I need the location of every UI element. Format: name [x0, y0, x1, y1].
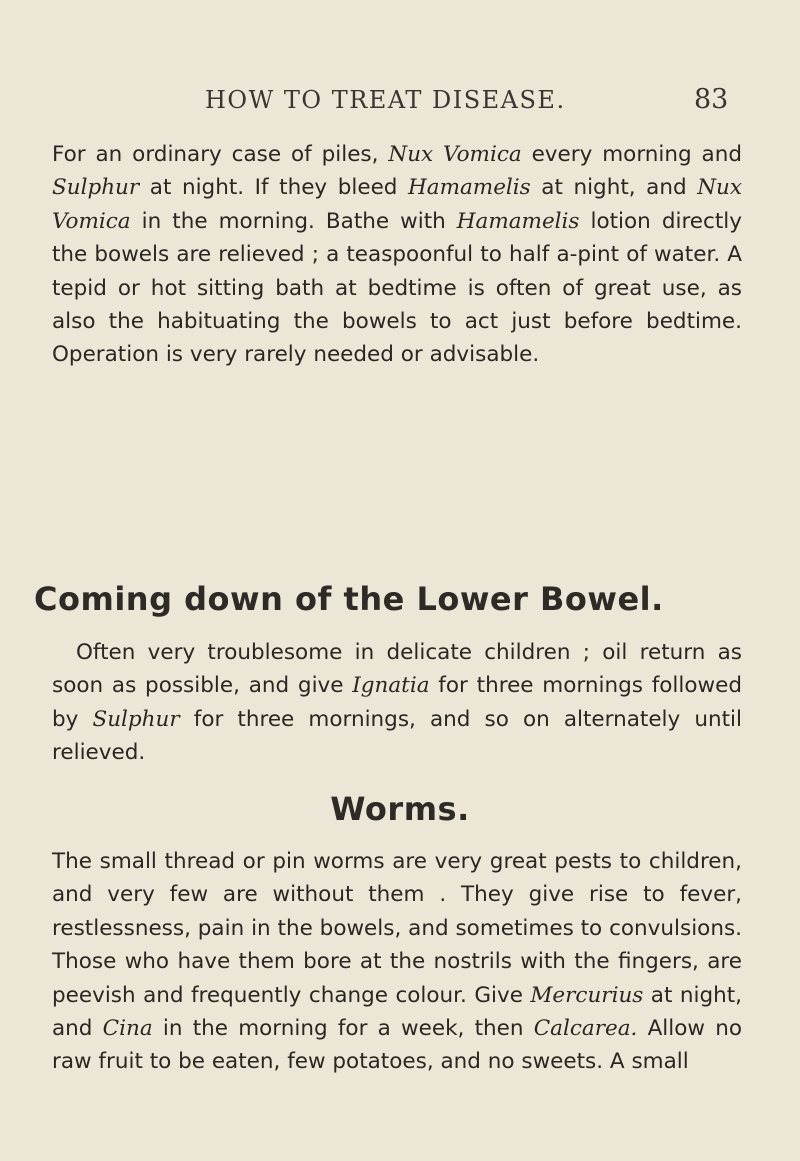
section-heading: Worms.: [330, 790, 470, 828]
paragraph-piles: For an ordinary case of piles, Nux Vomica every morning and Sulphur at night. If they bleed Hamamelis at night, and Nux Vomica in the morning. Bathe with Hamamelis lotion directly the bowels are relieved ; a teaspoonful to half a-pint of water. A tepid or hot sitting bath at bedtime is often of great use, as also the habituating the bowels to act just before bedtime. Operation is very rarely needed or advisable.: [52, 142, 742, 368]
paragraph-worms: The small thread or pin worms are very great pests to children, and very few are without them . They give rise to fever, restlessness, pain in the bowels, and sometimes to convulsions. Those who have them bore at the nostrils with the fingers, are peevish and frequently change colour. Give Mercurius at night, and Cina in the morning for a week, then Calcarea. Allow no raw fruit to be eaten, few potatoes, and no sweets. A small: [52, 849, 743, 1075]
remedy-name: Ignatia: [352, 673, 430, 699]
remedy-name: Sulphur: [92, 706, 180, 732]
remedy-name: Nux Vomica: [52, 175, 742, 234]
remedy-name: Mercurius: [530, 982, 644, 1008]
remedy-name: Calcarea.: [533, 1016, 638, 1042]
page-number: 83: [694, 84, 729, 115]
remedy-name: Hamamelis: [456, 208, 580, 234]
section-heading: Coming down of the Lower Bowel.: [34, 580, 664, 618]
running-title: HOW TO TREAT DISEASE.: [205, 86, 566, 114]
remedy-name: Sulphur: [52, 175, 140, 201]
paragraph-lower-bowel: Often very troublesome in delicate children ; oil return as soon as possible, and give Ignatia for three mornings followed by Sulphur for three mornings, and so on alternately until relieved.: [52, 640, 742, 766]
remedy-name: Cina: [102, 1016, 153, 1042]
remedy-name: Hamamelis: [408, 175, 531, 201]
remedy-name: Nux Vomica: [388, 142, 522, 167]
running-header: [0, 86, 800, 126]
